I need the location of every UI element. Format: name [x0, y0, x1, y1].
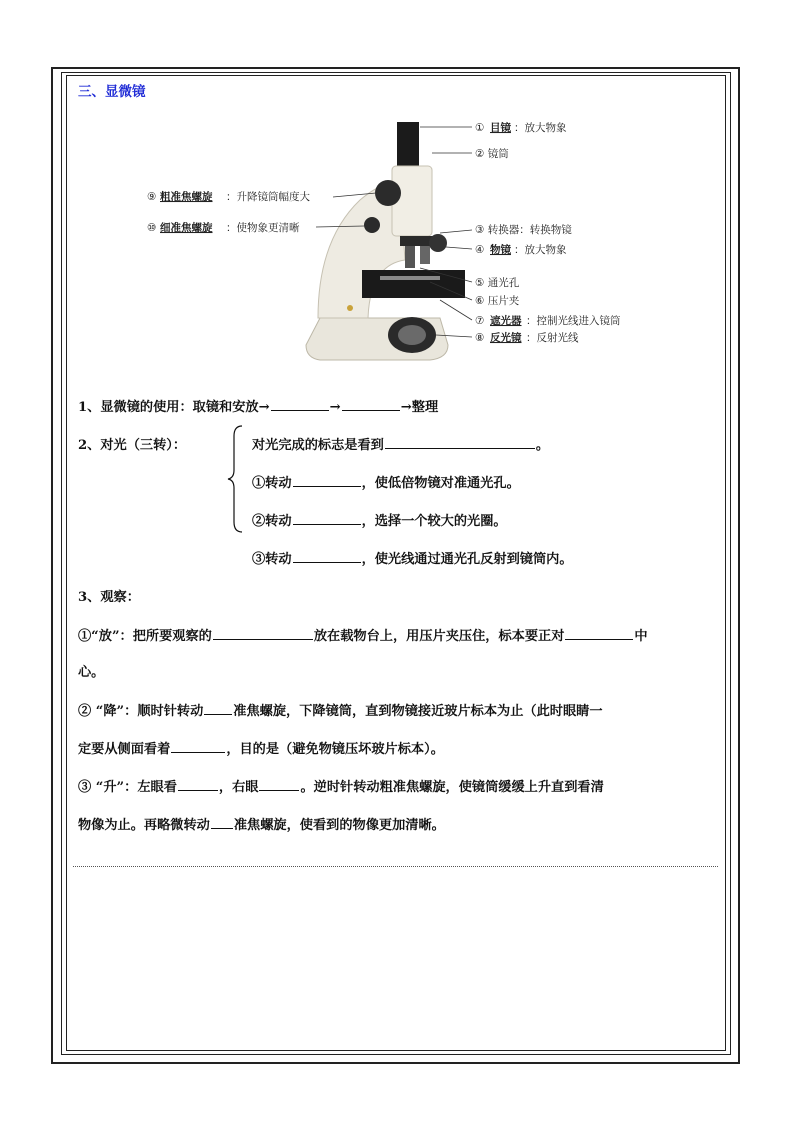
label-diaphragm-num: ⑦: [475, 315, 485, 327]
eyepiece-shape: [397, 122, 419, 168]
q2-step1: [252, 472, 520, 491]
q1-arrow: →: [329, 400, 341, 415]
label-fine-term: 细准焦螺旋: [160, 222, 213, 234]
q3-p1-blank-1[interactable]: [213, 638, 313, 640]
q2-step3-suffix: ，使光线通过通光孔反射到镜筒内。: [361, 552, 573, 567]
q3-p3-line2: [78, 814, 445, 833]
dotted-divider: [73, 866, 718, 867]
q1-suffix: →整理: [400, 400, 439, 415]
label-coarse-num: ⑨: [147, 191, 157, 203]
label-mirror-desc: ：反射光线: [526, 332, 579, 344]
q2-step1-blank[interactable]: [293, 485, 361, 487]
q3-p2-b: 准焦螺旋，下降镜筒，直到物镜接近玻片标本为止（此时眼睛一: [233, 704, 603, 719]
q3-p3-blank-3[interactable]: [211, 827, 233, 829]
q2-sign-blank[interactable]: [385, 447, 535, 449]
section-title: 三、显微镜: [78, 84, 146, 100]
objective-shape-1: [405, 246, 415, 268]
q1-blank-2[interactable]: [342, 409, 400, 411]
q3-p2-c: 定要从侧面看着: [78, 742, 171, 757]
q3-p1-line2: 心。: [78, 665, 105, 680]
q2-step1-prefix: ①转动: [252, 476, 292, 491]
q3-p1-a: ①“放”：把所要观察的: [78, 629, 212, 644]
q3-p3-blank-2[interactable]: [259, 789, 299, 791]
label-stage-hole: ⑤ 通光孔: [475, 277, 520, 289]
label-tube: ② 镜筒: [475, 148, 509, 160]
q3-p3-d: 物像为止。再略微转动: [78, 818, 210, 833]
q2-step3: [252, 548, 573, 567]
q1-line: [78, 396, 438, 415]
q3-p1-c: 中: [634, 629, 648, 644]
q3-p2-line1: [78, 700, 603, 719]
q2-step2: [252, 510, 507, 529]
q3-p3-blank-1[interactable]: [178, 789, 218, 791]
q3-p2-d: ，目的是（避免物镜压坏玻片标本）。: [226, 742, 444, 757]
q2-sign-prefix: 对光完成的标志是看到: [252, 438, 384, 453]
q3-p3-c: 。逆时针转动粗准焦螺旋，使镜筒缓缓上升直到看清: [300, 780, 604, 795]
label-fine-desc: ：使物象更清晰: [226, 222, 300, 234]
q2-step1-suffix: ，使低倍物镜对准通光孔。: [361, 476, 520, 491]
q3-label: 3、观察：: [78, 590, 140, 605]
microscope-figure: [0, 0, 794, 380]
q2-step3-blank[interactable]: [293, 561, 361, 563]
q3-p3-b: ，右眼: [218, 780, 259, 795]
label-mirror-term: 反光镜: [490, 332, 522, 344]
label-fine-num: ⑩: [147, 222, 157, 234]
q1-blank-1[interactable]: [271, 409, 329, 411]
stage-clip-shape: [380, 276, 440, 280]
q2-label: 2、对光（三转）：: [78, 438, 187, 453]
q2-sign-suffix: 。: [535, 438, 550, 453]
label-diaphragm-desc: ：控制光线进入镜筒: [526, 315, 621, 327]
q3-p2-blank-2[interactable]: [171, 751, 225, 753]
q2-step3-prefix: ③转动: [252, 552, 292, 567]
q3-p3-e: 准焦螺旋，使看到的物像更加清晰。: [233, 818, 445, 833]
brace-icon: [226, 424, 244, 534]
q3-p2-line2: [78, 738, 444, 757]
q3-p3-a: ③ “升”：左眼看: [78, 780, 177, 795]
label-coarse-term: 粗准焦螺旋: [160, 191, 213, 203]
label-diaphragm-term: 遮光器: [490, 315, 522, 327]
q3-p1-line1: [78, 625, 648, 644]
label-stage-clip: ⑥ 压片夹: [475, 295, 520, 307]
q3-p1-blank-2[interactable]: [565, 638, 633, 640]
q2-step2-blank[interactable]: [293, 523, 361, 525]
q1-prefix: 1、显微镜的使用：取镜和安放→: [78, 400, 270, 415]
label-eyepiece-desc: ：放大物象: [514, 122, 567, 134]
label-mirror-num: ⑧: [475, 332, 485, 344]
q2-sign-line: [252, 434, 549, 453]
q2-step2-prefix: ②转动: [252, 514, 292, 529]
label-objective-term: 物镜: [490, 244, 511, 256]
objective-shape-2: [420, 246, 430, 264]
label-coarse-desc: ：升降镜筒幅度大: [226, 191, 310, 203]
label-objective-num: ④: [475, 244, 485, 256]
q3-p2-blank-1[interactable]: [204, 713, 232, 715]
label-eyepiece-term: 目镜: [490, 122, 511, 134]
q3-p3-line1: [78, 776, 604, 795]
q3-p1-b: 放在载物台上，用压片夹压住，标本要正对: [313, 629, 565, 644]
fine-knob-shape: [364, 217, 380, 233]
objective-shape-3: [429, 234, 447, 252]
q3-p2-a: ② “降”：顺时针转动: [78, 704, 204, 719]
coarse-knob-shape: [375, 180, 401, 206]
label-eyepiece-num: ①: [475, 122, 485, 134]
label-objective-desc: ：放大物象: [514, 244, 567, 256]
stage-shape: [362, 270, 465, 298]
q2-step2-suffix: ，选择一个较大的光圈。: [361, 514, 507, 529]
label-nosepiece: ③ 转换器：转换物镜: [475, 224, 572, 236]
